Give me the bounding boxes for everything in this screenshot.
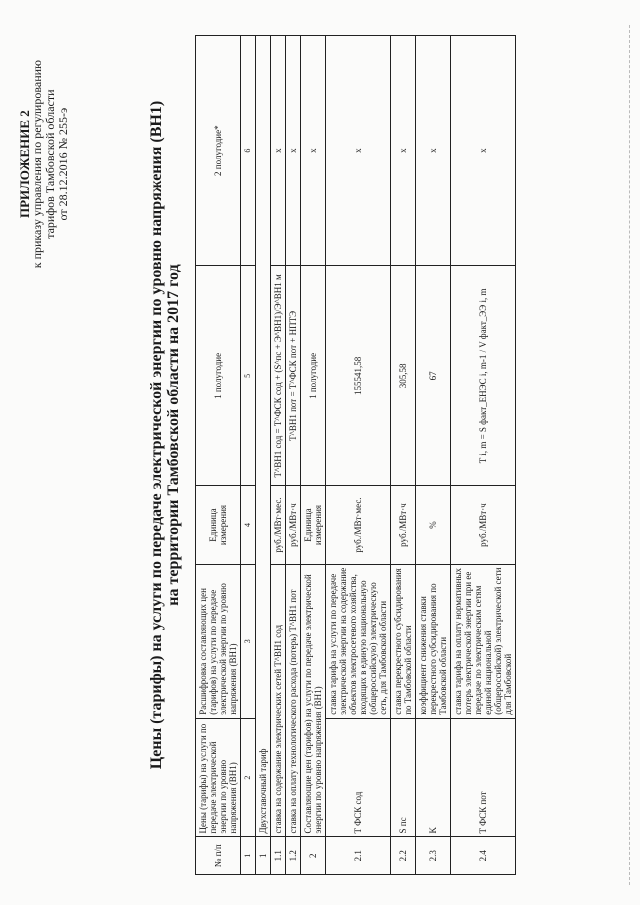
row-unit: руб./МВт·ч <box>391 486 416 564</box>
document-title <box>148 85 182 785</box>
row-h2: x <box>391 36 416 266</box>
tariff-table <box>195 35 516 875</box>
col-number: 6 <box>241 36 256 266</box>
header-h2: 2 полугодие* <box>196 36 241 266</box>
table-row <box>326 36 391 875</box>
row-number: 1.1 <box>271 837 286 875</box>
row-number: 2.3 <box>416 837 451 875</box>
row-label: T ФСК сод <box>326 718 391 837</box>
col-number: 3 <box>241 564 256 718</box>
row-unit: руб./МВт·мес. <box>326 486 391 564</box>
col-number: 1 <box>241 837 256 875</box>
row-h2: x <box>416 36 451 266</box>
header-h1: 1 полугодие <box>196 266 241 486</box>
document-title-line-2: на территории Тамбовской области на 2017 год <box>165 264 182 606</box>
row-value: 305,58 <box>391 266 416 486</box>
appendix-header <box>18 60 70 268</box>
row-formula: T^ВН1 пот = T^ФСК пот + НПТЭ <box>286 266 301 486</box>
row-label: ставка на содержание электрических сетей T^ВН1 сод <box>271 564 286 837</box>
table-header-row <box>196 36 241 875</box>
row-number: 2.1 <box>326 837 391 875</box>
appendix-line-1: к приказу управления по регулированию <box>30 60 44 269</box>
row-formula: T^ВН1 сод = T^ФСК сод + (S^пс + Э^ВН1)/Э^ВН1 м <box>271 266 286 486</box>
header-num: № п/п <box>196 837 241 875</box>
row-formula: T i, m = S факт_ЕНЭС i, m-1 / V факт_ЭЭ i, m <box>451 266 516 486</box>
row-label: ставка на оплату технологического расхода (потерь) T^ВН1 пот <box>286 564 301 837</box>
row-h2: x <box>271 36 286 266</box>
row-unit: Единица измерения <box>301 486 326 564</box>
row-decode: коэффициент снижения ставки перекрестного субсидирования по Тамбовской области <box>416 564 451 718</box>
header-unit: Единица измерения <box>196 486 241 564</box>
row-h2: x <box>451 36 516 266</box>
section-num: 1 <box>256 837 271 875</box>
row-number: 1.2 <box>286 837 301 875</box>
row-value: 67 <box>416 266 451 486</box>
col-number: 5 <box>241 266 256 486</box>
row-label: S пс <box>391 718 416 837</box>
table-row <box>416 36 451 875</box>
row-h2: x <box>286 36 301 266</box>
row-unit: % <box>416 486 451 564</box>
header-decode: Расшифровка составляющих цен (тарифов) на услуги по передаче электрической энергии по уровню напряжения (ВН1) <box>196 564 241 718</box>
appendix-title: ПРИЛОЖЕНИЕ 2 <box>17 110 32 219</box>
row-decode: ставка тарифа на оплату нормативных потерь электрической энергии при ее передаче по электрическим сетям единой национальной (общероссийской) электрической сети для Тамбовской <box>451 564 516 718</box>
row-number: 2.4 <box>451 837 516 875</box>
table-row <box>286 36 301 875</box>
row-label: Составляющие цен (тарифов) на услуги по передаче электрической энергии по уровню напряжения (ВН1) <box>301 564 326 837</box>
table-row <box>451 36 516 875</box>
row-number: 2.2 <box>391 837 416 875</box>
header-price: Цены (тарифы) на услуги по передаче электрической энергии по уровню напряжения (ВН1) <box>196 718 241 837</box>
row-label: T ФСК пот <box>451 718 516 837</box>
row-h2: x <box>301 36 326 266</box>
page-bottom-edge <box>629 25 630 885</box>
row-label: K <box>416 718 451 837</box>
row-unit: руб./МВт·мес. <box>271 486 286 564</box>
row-decode: ставка перекрестного субсидирования по Тамбовской области <box>391 564 416 718</box>
row-value: 155541,58 <box>326 266 391 486</box>
section-title: Двухставочный тариф <box>256 36 271 837</box>
row-h2: x <box>326 36 391 266</box>
row-decode: ставка тарифа на услуги по передаче электрической энергии на содержание объектов электросетевого хозяйства, входящих в единую национальную (общероссийскую) электрическую сеть, для Тамбовской области <box>326 564 391 718</box>
row-h1: 1 полугодие <box>301 266 326 486</box>
col-number: 4 <box>241 486 256 564</box>
col-number: 2 <box>241 718 256 837</box>
row-unit: руб./МВт·ч <box>451 486 516 564</box>
document-title-line-1: Цены (тарифы) на услуги по передаче электрической энергии по уровню напряжения (ВН1) <box>148 100 165 770</box>
appendix-line-3: от 28.12.2016 № 255-э <box>56 107 70 221</box>
row-number: 2 <box>301 837 326 875</box>
appendix-line-2: тарифов Тамбовской области <box>43 89 57 239</box>
table-row <box>391 36 416 875</box>
column-numbers-row <box>241 36 256 875</box>
row-unit: руб./МВт·ч <box>286 486 301 564</box>
table-row <box>271 36 286 875</box>
section-row <box>256 36 271 875</box>
table-row <box>301 36 326 875</box>
